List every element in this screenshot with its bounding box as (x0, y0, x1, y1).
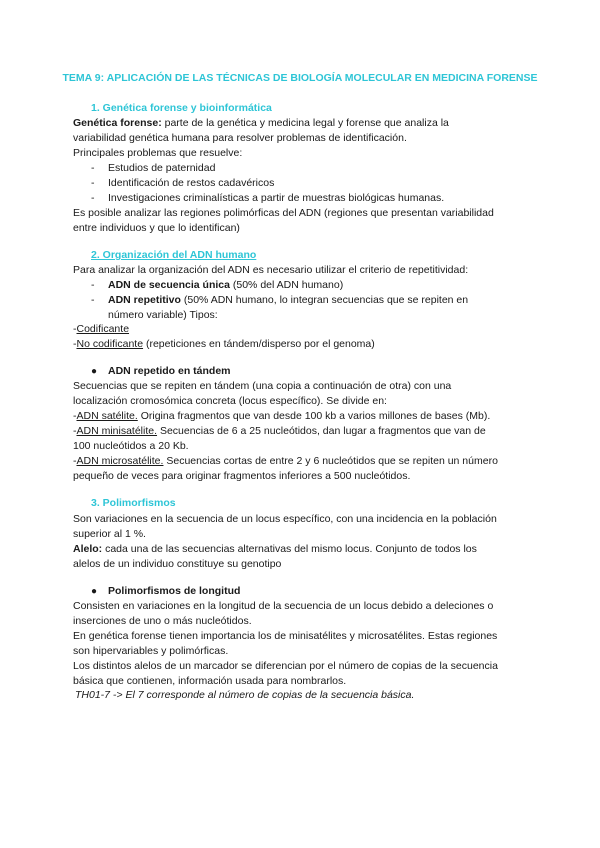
alelo-text-cont: alelos de un individuo constituye su genotipo (73, 558, 282, 570)
tandem-heading: ADN repetido en tándem (108, 365, 231, 377)
type-term: No codificante (76, 338, 144, 350)
minisatelite-term: ADN minisatélite. (76, 425, 158, 437)
section-2-intro: Para analizar la organización del ADN es necesario utilizar el criterio de repetitividad: (73, 264, 469, 276)
section-1-closing-cont: entre individuos y que lo identifican) (73, 222, 240, 234)
definition-term: Genética forense: (73, 117, 162, 129)
polimorfismos-paragraph-cont: superior al 1 %. (73, 528, 146, 540)
genetica-forense-definition (73, 116, 449, 131)
longitud-line: En genética forense tienen importancia los de minisatélites y microsatélites. Estas regiones (73, 630, 498, 642)
minisatelite-text: Secuencias de 6 a 25 nucleótidos, dan lugar a fragmentos que van de (157, 425, 486, 437)
definition-text-cont: variabilidad genética humana para resolver problemas de identificación. (73, 132, 407, 144)
tandem-paragraph: Secuencias que se repiten en tándem (una copia a continuación de otra) con una (73, 380, 452, 392)
dash-marker: - (91, 279, 95, 291)
type-term: Codificante (76, 323, 130, 335)
minisatelite-line: -ADN minisatélite. Secuencias de 6 a 25 nucleótidos, dan lugar a fragmentos que van de (73, 425, 486, 437)
type-text: (repeticiones en tándem/disperso por el genoma) (143, 338, 375, 350)
dash-marker: - (91, 177, 95, 189)
list-item (108, 293, 468, 308)
type-no-codificante: -No codificante (repeticiones en tándem/disperso por el genoma) (73, 338, 375, 350)
polimorfismos-paragraph: Son variaciones en la secuencia de un locus específico, con una incidencia en la población (73, 513, 497, 525)
item-term: ADN de secuencia única (108, 279, 230, 291)
dash-marker: - (91, 162, 95, 174)
list-item-cont: número variable) Tipos: (108, 309, 218, 321)
list-item (108, 278, 343, 293)
microsatelite-term: ADN microsatélite. (76, 455, 164, 467)
longitud-line: básica que contienen, información usada para nombrarlos. (73, 675, 347, 687)
longitud-line: Los distintos alelos de un marcador se diferencian por el número de copias de la secuencia (73, 660, 498, 672)
section-2-heading: 2. Organización del ADN humano (91, 249, 257, 261)
list-item: Investigaciones criminalísticas a partir de muestras biológicas humanas. (108, 192, 445, 204)
microsatelite-text-cont: pequeño de veces para originar fragmentos inferiores a 500 nucleótidos. (73, 470, 411, 482)
longitud-line: inserciones de uno o más nucleótidos. (73, 615, 252, 627)
list-item: Estudios de paternidad (108, 162, 216, 174)
alelo-text: cada una de las secuencias alternativas del mismo locus. Conjunto de todos los (102, 543, 477, 555)
document-title: TEMA 9: APLICACIÓN DE LAS TÉCNICAS DE BIOLOGÍA MOLECULAR EN MEDICINA FORENSE (62, 72, 538, 84)
tandem-paragraph-cont: localización cromosómica concreta (locus específico). Se divide en: (73, 395, 387, 407)
satelite-term: ADN satélite. (76, 410, 138, 422)
problems-intro: Principales problemas que resuelve: (73, 147, 243, 159)
microsatelite-text: Secuencias cortas de entre 2 y 6 nucleótidos que se repiten un número (163, 455, 498, 467)
longitud-heading: Polimorfismos de longitud (108, 585, 241, 597)
alelo-term: Alelo: (73, 543, 103, 555)
definition-text: parte de la genética y medicina legal y forense que analiza la (161, 117, 449, 129)
satelite-line: -ADN satélite. Origina fragmentos que van desde 100 kb a varios millones de bases (Mb). (73, 410, 491, 422)
list-item: Identificación de restos cadavéricos (108, 177, 275, 189)
microsatelite-line: -ADN microsatélite. Secuencias cortas de entre 2 y 6 nucleótidos que se repiten un número (73, 455, 498, 467)
bullet-icon: ● (91, 586, 98, 597)
longitud-line: son hipervariables y polimórficas. (73, 645, 229, 657)
minisatelite-text-cont: 100 nucleótidos a 20 Kb. (73, 440, 189, 452)
bullet-icon: ● (91, 366, 98, 377)
section-3-heading: 3. Polimorfismos (91, 497, 176, 509)
longitud-line: Consisten en variaciones en la longitud de la secuencia de un locus debido a deleciones o (73, 600, 494, 612)
dash-marker: - (91, 294, 95, 306)
satelite-text: Origina fragmentos que van desde 100 kb a varios millones de bases (Mb). (137, 410, 491, 422)
section-1-heading: 1. Genética forense y bioinformática (91, 102, 272, 114)
item-text: (50% del ADN humano) (229, 279, 344, 291)
example-note: TH01-7 -> El 7 corresponde al número de copias de la secuencia básica. (75, 689, 415, 701)
dash-marker: - (91, 192, 95, 204)
section-1-closing: Es posible analizar las regiones polimórficas del ADN (regiones que presentan variabilidad (73, 207, 494, 219)
item-text: (50% ADN humano, lo integran secuencias que se repiten en (180, 294, 469, 306)
item-term: ADN repetitivo (108, 294, 181, 306)
type-codificante: -Codificante (73, 323, 130, 335)
alelo-definition (73, 542, 477, 557)
